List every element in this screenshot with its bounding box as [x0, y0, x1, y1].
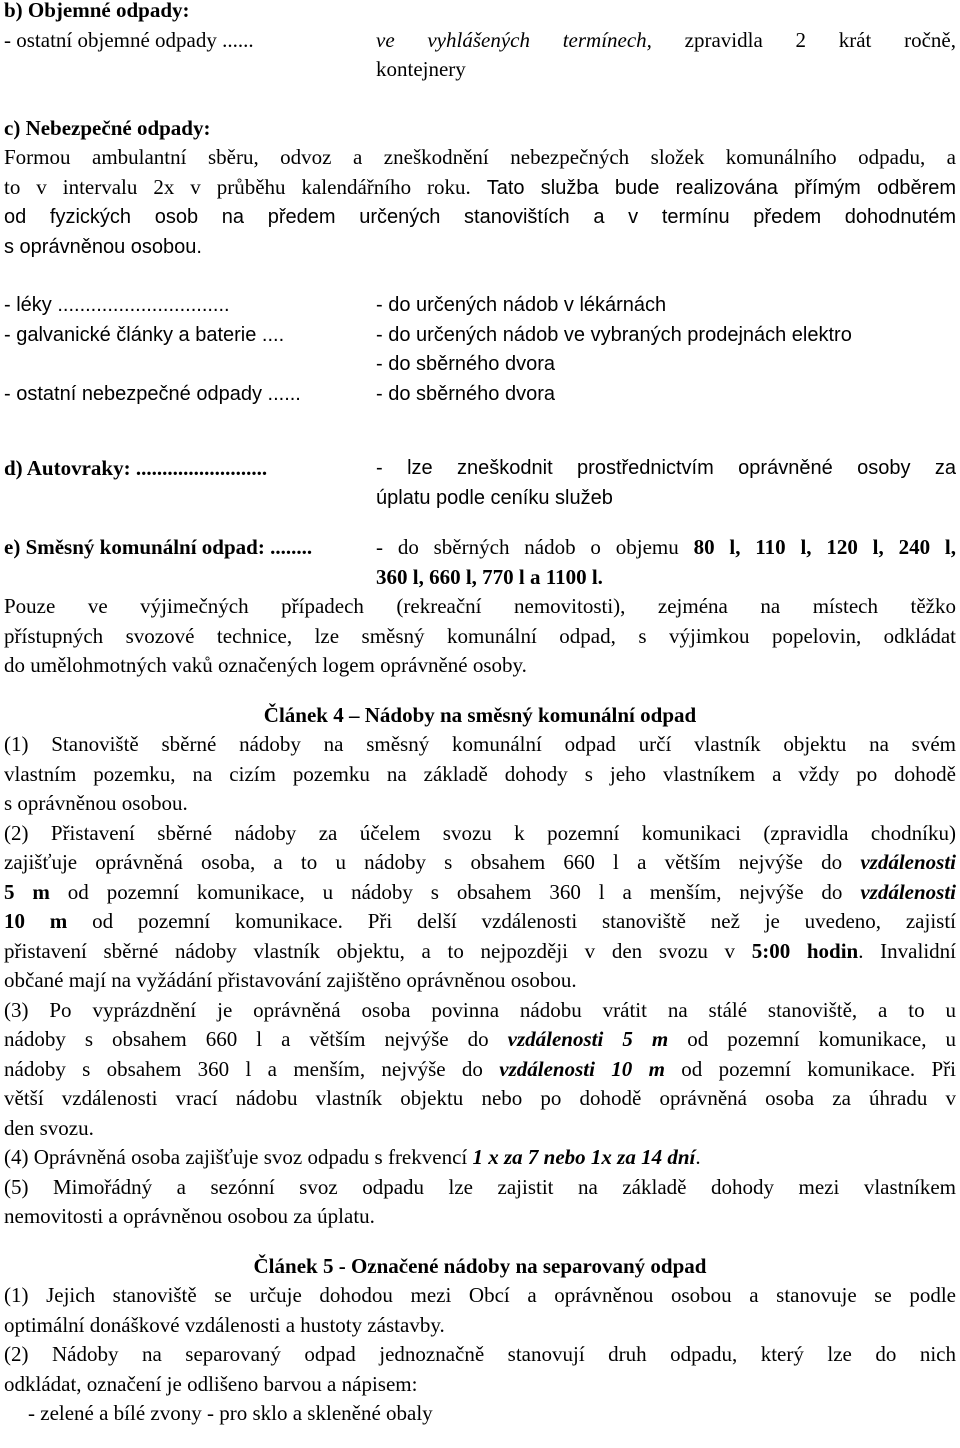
article-4-p1-line1: (1) Stanoviště sběrné nádoby na směsný komunální odpad určí vlastník objektu na svém	[4, 732, 956, 756]
section-c-item-value: - do sběrného dvora	[376, 353, 556, 375]
section-e-para-line1: Pouze ve výjimečných případech (rekreační nemovitosti), zejména na místech těžko	[4, 594, 956, 618]
article-4-p4c: .	[695, 1145, 701, 1169]
section-c-para-line2a: to v intervalu 2x v průběhu kalendářního roku.	[4, 174, 471, 199]
article-4-p2-line5	[4, 937, 956, 967]
article-4-p2-line3a: 5 m	[4, 879, 50, 904]
section-c-item	[4, 321, 956, 351]
section-c-item-label: - galvanické články a baterie ....	[4, 323, 285, 346]
section-c-item-label: - léky ...............................	[4, 294, 230, 316]
section-b-value-rest: zpravidla 2 krát ročně,	[684, 27, 956, 52]
section-e-para-line3: do umělohmotných vaků označených logem oprávněné osoby.	[4, 653, 527, 677]
section-b-value-line2: kontejnery	[376, 57, 466, 81]
section-c-item-label	[4, 350, 376, 380]
section-e-row	[4, 533, 956, 563]
section-c-para-line1: Formou ambulantní sběru, odvoz a zneškodnění nebezpečných složek komunálního odpadu, a	[4, 145, 956, 169]
section-b-label: - ostatní objemné odpady ......	[4, 27, 254, 52]
section-d-row	[4, 454, 956, 484]
article-4-p2-line4	[4, 907, 956, 937]
section-e-para-line2: přístupných svozové technice, lze směsný komunální odpad, s výjimkou popelovin, odkládat	[4, 623, 956, 648]
article-4-p2-line4a: 10 m	[4, 909, 68, 933]
section-d-heading: d) Autovraky: .........................	[4, 456, 268, 480]
article-4-p2-line1: (2) Přistavení sběrné nádoby za účelem svozu k pozemní komunikaci (zpravidla chodníku)	[4, 820, 956, 845]
section-d-value-line2: úplatu podle ceníku služeb	[376, 486, 613, 509]
article-4-p5-line1: (5) Mimořádný a sezónní svoz odpadu lze zajistit na základě dohody mezi vlastníkem	[4, 1174, 956, 1199]
section-e-value	[376, 533, 956, 563]
article-4-p2-line2	[4, 848, 956, 878]
article-5-p1-line1: (1) Jejich stanoviště se určuje dohodou mezi Obcí a oprávněnou osobou a stanovuje se podle	[4, 1283, 956, 1307]
article-5-title: Článek 5 - Označené nádoby na separovaný odpad	[253, 1253, 707, 1278]
article-4-p3-line2a: nádoby s obsahem 660 l a větším nejvýše do	[4, 1027, 489, 1051]
article-4-p3-line2	[4, 1025, 956, 1055]
article-4-p2-line2b: vzdálenosti	[860, 850, 957, 874]
section-e-heading: e) Směsný komunální odpad: ........	[4, 535, 313, 559]
article-4-p2-line3c: vzdálenosti	[860, 879, 957, 904]
article-4-p3-line3a: nádoby s obsahem 360 l a menším, nejvýše do	[4, 1056, 483, 1081]
section-b-value	[376, 26, 956, 56]
article-5-p2-line1: (2) Nádoby na separovaný odpad jednoznačně stanovují druh odpadu, který lze do nich	[4, 1342, 956, 1366]
section-c-item-label: - ostatní nebezpečné odpady ......	[4, 382, 301, 405]
article-4-p3-line2c: od pozemní komunikace, u	[687, 1027, 957, 1051]
article-4-p2-line3	[4, 878, 956, 908]
article-5-p2-line2: odkládat, označení je odlišeno barvou a nápisem:	[4, 1371, 418, 1396]
article-4-p1-line2: vlastním pozemku, na cizím pozemku na základě dohody s jeho vlastníkem a vždy po dohodě	[4, 761, 956, 786]
section-c-para-line4: s oprávněnou osobou.	[4, 235, 202, 258]
article-4-p3-line4: větší vzdálenosti vrací nádobu vlastník objektu nebo po dohodě oprávněná osoba za úhradu v	[4, 1086, 956, 1110]
section-e-value-pre: - do sběrných nádob o objemu	[376, 535, 679, 559]
article-4-p3-line5: den svozu.	[4, 1115, 94, 1140]
article-4-p2-line2a: zajišťuje oprávněná osoba, a to u nádoby s obsahem 660 l a větším nejvýše do	[4, 850, 843, 874]
article-4-p5-line2: nemovitosti a oprávněnou osobou za úplatu.	[4, 1204, 375, 1228]
article-4-p3-line3b: vzdálenosti 10 m	[499, 1056, 665, 1081]
section-b-value-italic: ve vyhlášených termínech,	[376, 27, 652, 52]
section-c-para-line3: od fyzických osob na předem určených stanovištích a v termínu předem dohodnutém	[4, 206, 956, 228]
section-e-value-line2: 360 l, 660 l, 770 l a 1100 l.	[376, 564, 603, 589]
article-4-p2-line5a: přistavení sběrné nádoby vlastník objektu, a to nejpozději v den svozu v	[4, 938, 736, 963]
section-c-item	[4, 380, 956, 410]
section-d-value-line1: - lze zneškodnit prostřednictvím oprávněné osoby za	[376, 457, 956, 479]
article-4-p2-line4b: od pozemní komunikace. Při delší vzdálenosti stanoviště než je uvedeno, zajistí	[92, 909, 957, 933]
article-4-p2-line3b: od pozemní komunikace, u nádoby s obsahem 360 l a menším, nejvýše do	[67, 879, 843, 904]
article-4-p2-line5c: . Invalidní	[858, 938, 956, 963]
article-4-p4	[4, 1143, 956, 1173]
article-5-p2-line3: - zelené a bílé zvony - pro sklo a skleněné obaly	[28, 1401, 433, 1425]
section-c-item-value: - do sběrného dvora	[376, 382, 556, 405]
article-4-p1-line3: s oprávněnou osobou.	[4, 791, 188, 815]
article-4-p3-line3	[4, 1055, 956, 1085]
section-b-heading: b) Objemné odpady:	[4, 0, 190, 22]
article-5-p1-line2: optimální donáškové vzdálenosti a hustoty zástavby.	[4, 1312, 445, 1337]
section-c-item	[4, 291, 956, 321]
article-4-p4a: (4) Oprávněná osoba zajišťuje svoz odpadu s frekvencí	[4, 1145, 468, 1169]
article-4-p3-line1: (3) Po vyprázdnění je oprávněná osoba povinna nádobu vrátit na stálé stanoviště, a to u	[4, 997, 956, 1022]
article-4-p4b: 1 x za 7 nebo 1x za 14 dní	[472, 1145, 696, 1169]
section-c-para-line2b: Tato služba bude realizována přímým odběrem	[486, 176, 957, 199]
article-4-p2-line6: občané mají na vyžádání přistavování zajištěno oprávněnou osobou.	[4, 968, 577, 992]
article-4-p3-line3c: od pozemní komunikace. Při	[681, 1056, 956, 1081]
article-4-p2-line5b: 5:00 hodin	[751, 938, 859, 963]
section-c-heading: c) Nebezpečné odpady:	[4, 115, 211, 140]
section-e-value-bold1: 80 l, 110 l, 120 l, 240 l,	[693, 535, 956, 559]
article-4-p3-line2b: vzdálenosti 5 m	[507, 1027, 669, 1051]
section-c-item-value: - do určených nádob v lékárnách	[376, 294, 667, 316]
section-c-para-line2	[4, 173, 956, 204]
section-b-row	[4, 26, 956, 56]
section-c-item	[4, 350, 956, 380]
article-4-title: Článek 4 – Nádoby na směsný komunální odpad	[263, 702, 697, 727]
section-c-item-value: - do určených nádob ve vybraných prodejnách elektro	[376, 323, 852, 346]
